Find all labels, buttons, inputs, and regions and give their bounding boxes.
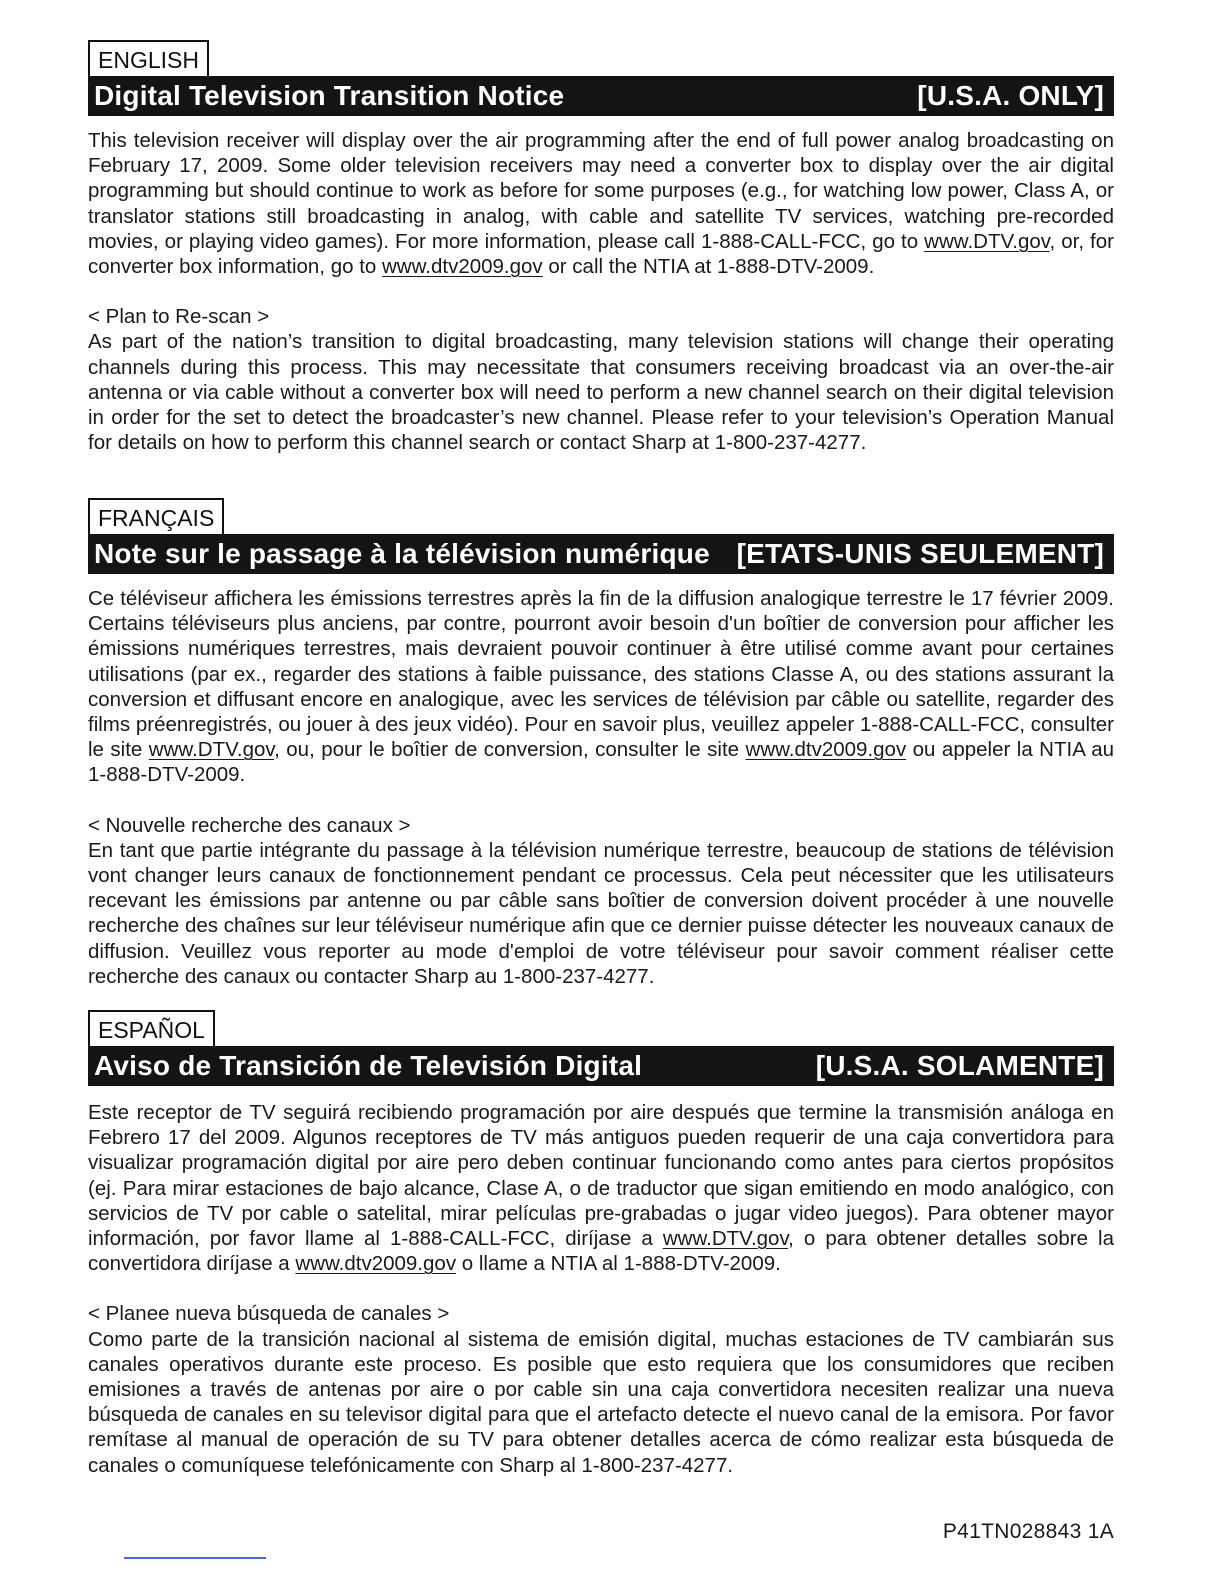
title-bar-spanish	[88, 1046, 1114, 1086]
dtv-gov-link[interactable]: www.DTV.gov	[662, 1227, 789, 1251]
paragraph-text: or call the NTIA at 1-888-DTV-2009.	[542, 255, 875, 279]
notice-paragraph	[88, 586, 1114, 788]
rescan-paragraph: Como parte de la transición nacional al sistema de emisión digital, muchas estaciones de TV cambiarán sus canales operativos durante este proceso. Es posible que esto requiera que los consumidores que reciben emisiones a través de antenas por aire o por cable sin una caja convertidora necesiten realizar una nueva búsqueda de canales en su televisor digital para que el artefacto detecte el nuevo canal de la emisora. Por favor remítase al manual de operación de su TV para obtener detalles acerca de cómo realizar esta búsqueda de canales o comuníquese telefónicamente con Sharp al 1-800-237-4277.	[88, 1327, 1114, 1477]
paragraph-text: This television receiver will display over the air programming after the end of full power analog broadcasting on February 17, 2009. Some older television receivers may need a converter box to display over the air digital programming but should continue to work as before for some purposes (e.g., for watching low power, Class A, or translator stations still broadcasting in analog, with cable and satellite TV services, watching pre-recorded movies, or playing video games). For more information, please call 1-888-CALL-FCC, go to	[88, 129, 1114, 253]
notice-paragraph	[88, 128, 1114, 279]
section-title: Note sur le passage à la télévision numérique	[94, 538, 710, 569]
paragraph-text: o llame a NTIA al 1-888-DTV-2009.	[456, 1252, 781, 1276]
title-bar-french	[88, 534, 1114, 574]
paragraph-text: Ce téléviseur affichera les émissions terrestres après la fin de la diffusion analogique terrestre le 17 février 2009. Certains téléviseurs plus anciens, par contre, pourront avoir besoin d'un boîtier de conversion pour afficher les émissions numériques terrestres, mais devraient pouvoir continuer à être utilisé comme avant pour certaines utilisations (par ex., regarder des stations à faible puissance, des stations Classe A, ou des stations assurant la conversion et diffusant encore en analogique, avec les services de télévision par câble ou satellite, regarder des films préenregistrés, ou jouer à des jeux vidéo). Pour en savoir plus, veuillez appeler 1-888-CALL-FCC, consulter le site	[88, 587, 1114, 762]
section-title: Digital Television Transition Notice	[94, 80, 565, 111]
dtv2009-gov-link[interactable]: www.dtv2009.gov	[382, 255, 543, 279]
language-tag-french: FRANÇAIS	[88, 498, 224, 534]
title-bar-english	[88, 76, 1114, 116]
spanish-section	[88, 1010, 1114, 1478]
english-section	[88, 40, 1114, 455]
language-tag-spanish: ESPAÑOL	[88, 1010, 215, 1046]
dtv2009-gov-link[interactable]: www.dtv2009.gov	[295, 1252, 457, 1276]
paragraph-text: ou appeler la NTIA au 1-888-DTV-2009.	[88, 738, 1114, 787]
document-code: P41TN028843 1A	[942, 1520, 1114, 1543]
paragraph-text: , ou, pour le boîtier de conversion, consulter le site	[274, 738, 746, 762]
language-tag-english: ENGLISH	[88, 40, 209, 76]
region-label: [ETATS-UNIS SEULEMENT]	[736, 538, 1104, 569]
rescan-paragraph: As part of the nation’s transition to digital broadcasting, many television stations will change their operating channels during this process. This may necessitate that consumers receiving broadcast via an over-the-air antenna or via cable without a converter box will need to perform a new channel search on their digital television in order for the set to detect the broadcaster’s new channel. Please refer to your television’s Operation Manual for details on how to perform this channel search or contact Sharp at 1-800-237-4277.	[88, 330, 1114, 455]
paragraph-text: , o para obtener detalles sobre la convertidora diríjase a	[88, 1227, 1114, 1276]
notice-paragraph	[88, 1100, 1114, 1276]
subheading: < Nouvelle recherche des canaux >	[88, 813, 411, 837]
paragraph-text: Este receptor de TV seguirá recibiendo programación por aire después que termine la transmisión análoga en Febrero 17 del 2009. Algunos receptores de TV más antiguos pueden requerir de una caja convertidora para visualizar programación digital por aire pero deben continuar funcionando como antes para ciertos propósitos (ej. Para mirar estaciones de bajo alcance, Clase A, o de traductor que sigan emitiendo en modo analógico, con servicios de TV por cable o satelital, mirar películas pre-grabadas o jugar video juegos). Para obtener mayor información, por favor llame al 1-888-CALL-FCC, diríjase a	[88, 1101, 1114, 1251]
section-title: Aviso de Transición de Televisión Digital	[94, 1050, 643, 1081]
notice-page	[88, 40, 1114, 1477]
french-section	[88, 498, 1114, 989]
rescan-paragraph: En tant que partie intégrante du passage à la télévision numérique terrestre, beaucoup de stations de télévision vont changer leurs canaux de fonctionnement pendant ce processus. Cela peut nécessiter que les utilisateurs recevant les émissions par antenne ou par câble sans boîtier de conversion doivent procéder à une nouvelle recherche des chaînes sur leur téléviseur numérique afin que ce dernier puisse détecter les nouveaux canaux de diffusion. Veuillez vous reporter au mode d'emploi de votre téléviseur pour savoir comment réaliser cette recherche des canaux ou contacter Sharp au 1-800-237-4277.	[88, 838, 1114, 988]
dtv-gov-link[interactable]: www.DTV.gov	[924, 229, 1050, 253]
subheading: < Plan to Re-scan >	[88, 305, 270, 329]
paragraph-text: , or, for converter box information, go to	[88, 229, 1114, 279]
bottom-divider	[124, 1557, 266, 1559]
region-label: [U.S.A. ONLY]	[917, 80, 1104, 111]
subheading: < Planee nueva búsqueda de canales >	[88, 1302, 450, 1326]
dtv2009-gov-link[interactable]: www.dtv2009.gov	[745, 738, 907, 762]
dtv-gov-link[interactable]: www.DTV.gov	[148, 738, 275, 762]
region-label: [U.S.A. SOLAMENTE]	[815, 1050, 1104, 1081]
